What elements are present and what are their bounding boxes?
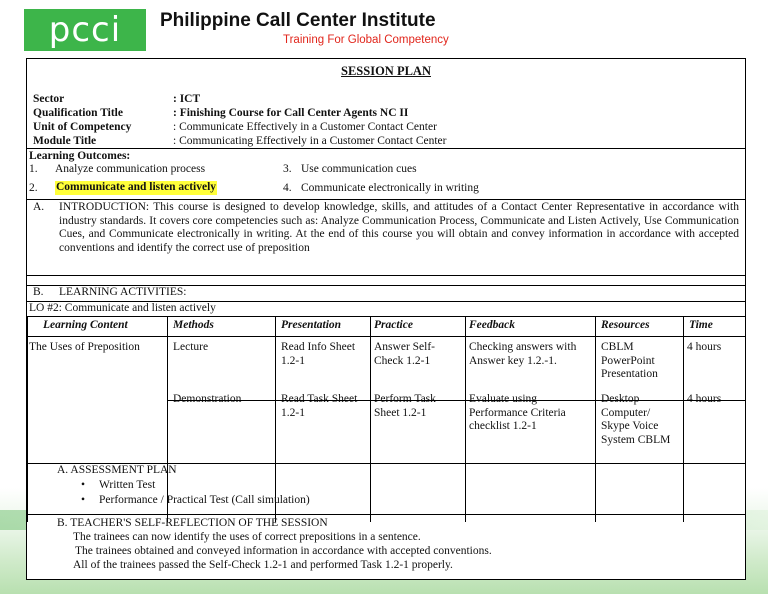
- meta-value-qualification: : Finishing Course for Call Center Agents NC II: [173, 107, 409, 119]
- learning-activities-label: B.: [33, 286, 44, 298]
- meta-value-unit: : Communicate Effectively in a Customer Contact Center: [173, 121, 437, 133]
- meta-label-module: Module Title: [33, 135, 97, 147]
- table-cell-content: The Uses of Preposition: [29, 341, 140, 353]
- table-cell-method: Demonstration: [173, 393, 242, 405]
- column-line: [167, 316, 168, 522]
- divider: [27, 336, 745, 337]
- column-line: [275, 316, 276, 522]
- assessment-heading: A. ASSESSMENT PLAN: [57, 464, 177, 476]
- col-header-time: Time: [689, 319, 713, 331]
- meta-value-module: : Communicating Effectively in a Customer Contact Center: [173, 135, 447, 147]
- table-cell-feedback: Checking answers with Answer key 1.2.-1.: [469, 341, 577, 367]
- divider: [27, 148, 745, 149]
- document-title: SESSION PLAN: [341, 64, 431, 78]
- outcome-text: Analyze communication process: [55, 163, 206, 175]
- outcome-number: 3.: [283, 163, 292, 175]
- table-cell-time: 4 hours: [687, 341, 722, 353]
- col-header-methods: Methods: [173, 319, 214, 331]
- outcome-text: Communicate electronically in writing: [301, 182, 479, 194]
- session-plan-document: [26, 58, 746, 580]
- column-line: [683, 316, 684, 522]
- learning-outcomes-heading: Learning Outcomes:: [29, 150, 131, 162]
- table-cell-resources: CBLM PowerPoint Presentation: [601, 341, 658, 380]
- column-line: [465, 316, 466, 522]
- institute-name: Philippine Call Center Institute: [160, 10, 436, 31]
- col-header-resources: Resources: [601, 319, 650, 331]
- column-line: [370, 316, 371, 522]
- row-separator: [167, 400, 745, 401]
- introduction-label: A.: [33, 201, 45, 213]
- reflection-heading: B. TEACHER'S SELF-REFLECTION OF THE SESSION: [57, 517, 328, 529]
- col-header-presentation: Presentation: [281, 319, 342, 331]
- reflection-line: The trainees can now identify the uses of correct prepositions in a sentence.: [73, 531, 421, 543]
- table-cell-practice: Answer Self-Check 1.2-1: [374, 341, 435, 367]
- meta-label-unit: Unit of Competency: [33, 121, 132, 133]
- pcci-logo: pcci: [24, 9, 146, 51]
- table-cell-method: Lecture: [173, 341, 209, 353]
- introduction-text: INTRODUCTION: This course is designed to develop knowledge, skills, and attitudes of a Contact Center Representative in accordance with industry standards. It covers core competencies such as: Analyze Communication Process, Communicate and Listen Actively, Use Communication Cues, and Communicate electronically in writing. At the end of this course you will obtain and convey information in accordance with accepted conventions and identify the correct use of preposition: [59, 201, 739, 254]
- col-header-learning-content: Learning Content: [43, 319, 128, 331]
- lo-label: LO #2: Communicate and listen actively: [29, 302, 216, 314]
- assessment-item: • Performance / Practical Test (Call simulation): [99, 494, 310, 508]
- meta-value-sector: : ICT: [173, 93, 201, 105]
- divider: [27, 275, 745, 276]
- table-cell-resources: Desktop Computer/ Skype Voice System CBLM: [601, 393, 671, 446]
- outcome-number: 2.: [29, 182, 38, 194]
- outcome-number: 4.: [283, 182, 292, 194]
- col-header-feedback: Feedback: [469, 319, 515, 331]
- meta-label-sector: Sector: [33, 93, 65, 105]
- institute-tagline: Training For Global Competency: [283, 34, 449, 46]
- reflection-line: All of the trainees passed the Self-Check 1.2-1 and performed Task 1.2-1 properly.: [73, 559, 453, 571]
- outcome-text: Use communication cues: [301, 163, 417, 175]
- reflection-line: The trainees obtained and conveyed information in accordance with accepted conventions.: [75, 545, 492, 557]
- column-line: [595, 316, 596, 522]
- learning-activities-heading: LEARNING ACTIVITIES:: [59, 286, 187, 298]
- table-cell-practice: Perform Task Sheet 1.2-1: [374, 393, 436, 419]
- table-cell-presentation: Read Task Sheet 1.2-1: [281, 393, 358, 419]
- divider: [27, 316, 745, 317]
- divider: [27, 199, 745, 200]
- assessment-item: • Written Test: [99, 479, 155, 493]
- divider: [27, 514, 745, 515]
- outcome-number: 1.: [29, 163, 38, 175]
- column-line: [27, 316, 28, 522]
- table-cell-feedback: Evaluate using Performance Criteria checklist 1.2-1: [469, 393, 566, 432]
- col-header-practice: Practice: [374, 319, 413, 331]
- meta-label-qualification: Qualification Title: [33, 107, 123, 119]
- outcome-text-highlighted: Communicate and listen actively: [56, 181, 217, 193]
- table-cell-presentation: Read Info Sheet 1.2-1: [281, 341, 356, 367]
- table-cell-time: 4 hours: [687, 393, 722, 405]
- page-header: [0, 0, 768, 60]
